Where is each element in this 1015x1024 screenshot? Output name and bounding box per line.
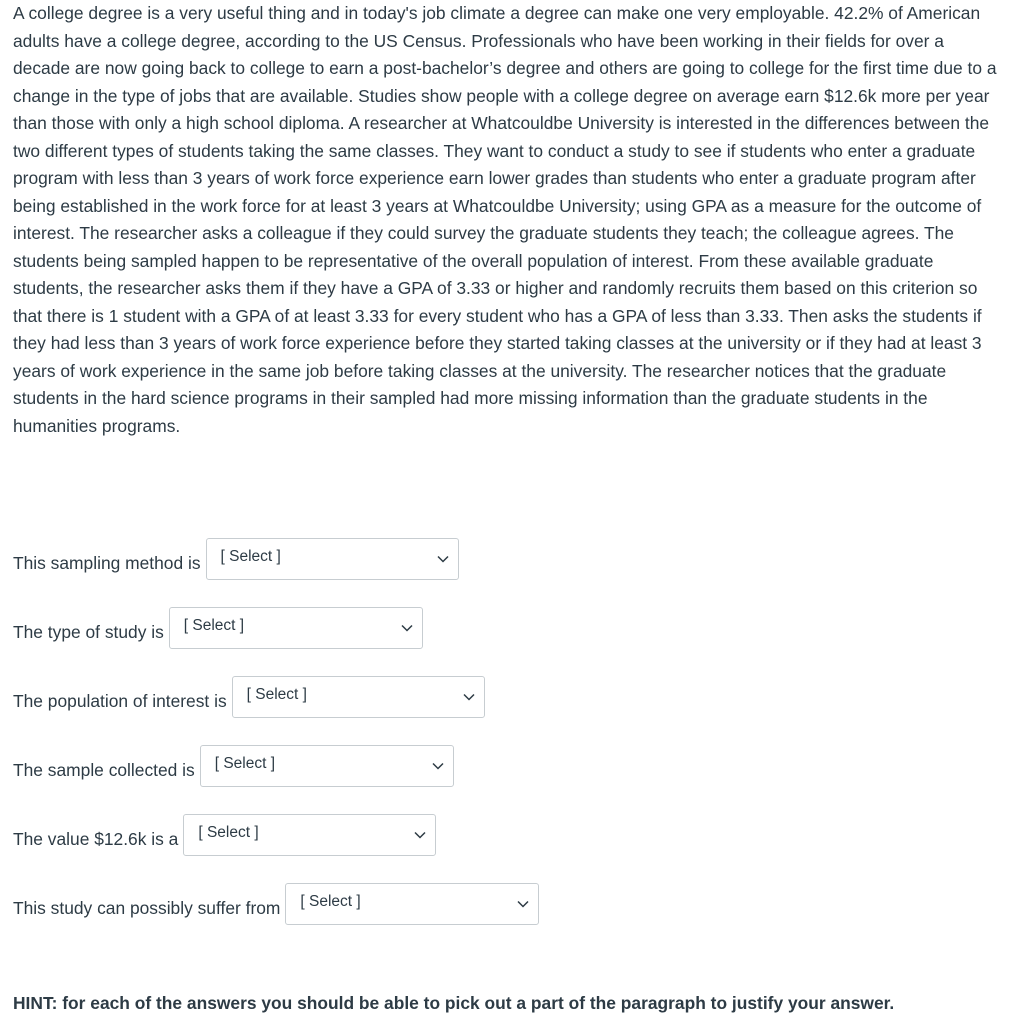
population-select[interactable] [232, 676, 485, 718]
hint-text: HINT: for each of the answers you should be able to pick out a part of the paragraph to justify your answer. [13, 993, 895, 1013]
chevron-down-icon [400, 621, 414, 635]
select-value: [ Select ] [220, 548, 281, 565]
select-value: [ Select ] [246, 686, 307, 703]
select-value: [ Select ] [198, 824, 259, 841]
chevron-down-icon [462, 690, 476, 704]
study-type-select[interactable] [169, 607, 423, 649]
question-row-sample-collected [13, 744, 454, 788]
question-label: The type of study is [13, 622, 164, 642]
sampling-method-select[interactable] [206, 538, 459, 580]
bias-select[interactable] [285, 883, 539, 925]
question-label: This study can possibly suffer from [13, 898, 281, 918]
sample-collected-select[interactable] [200, 745, 454, 787]
chevron-down-icon [436, 552, 450, 566]
question-row-value [13, 813, 436, 857]
question-row-population [13, 675, 485, 719]
question-row-sampling-method [13, 537, 459, 581]
question-label: This sampling method is [13, 553, 201, 573]
select-value: [ Select ] [300, 893, 361, 910]
question-label: The population of interest is [13, 691, 227, 711]
question-paragraph: A college degree is a very useful thing and in today's job climate a degree can make one very employable. 42.2% of American adults have a college degree, according to the US Census. Professionals who have been working in their fields for over a decade are now going back to college to earn a post-bachelor’s degree and others are going to college for the first time due to a change in the type of jobs that are available. Studies show people with a college degree on average earn $12.6k more per year than those with only a high school diploma. A researcher at Whatcouldbe University is interested in the differences between the two different types of students taking the same classes. They want to conduct a study to see if students who enter a graduate program with less than 3 years of work force experience earn lower grades than students who enter a graduate program after being established in the work force for at least 3 years at Whatcouldbe University; using GPA as a measure for the outcome of interest. The researcher asks a colleague if they could survey the graduate students they teach; the colleague agrees. The students being sampled happen to be representative of the overall population of interest. From these available graduate students, the researcher asks them if they have a GPA of 3.33 or higher and randomly recruits them based on this criterion so that there is 1 student with a GPA of at least 3.33 for every student who has a GPA of less than 3.33. Then asks the students if they had less than 3 years of work force experience before they started taking classes at the university or if they had at least 3 years of work experience in the same job before taking classes at the university. The researcher notices that the graduate students in the hard science programs in their sampled had more missing information than the graduate students in the humanities programs. [13, 3, 997, 436]
chevron-down-icon [431, 759, 445, 773]
question-row-study-type [13, 606, 423, 650]
select-value: [ Select ] [183, 617, 245, 634]
question-row-bias [13, 882, 539, 926]
question-label: The sample collected is [13, 760, 195, 780]
value-type-select[interactable] [183, 814, 436, 856]
select-value: [ Select ] [214, 755, 276, 772]
chevron-down-icon [413, 828, 427, 842]
chevron-down-icon [516, 897, 530, 911]
question-label: The value $12.6k is a [13, 829, 179, 849]
